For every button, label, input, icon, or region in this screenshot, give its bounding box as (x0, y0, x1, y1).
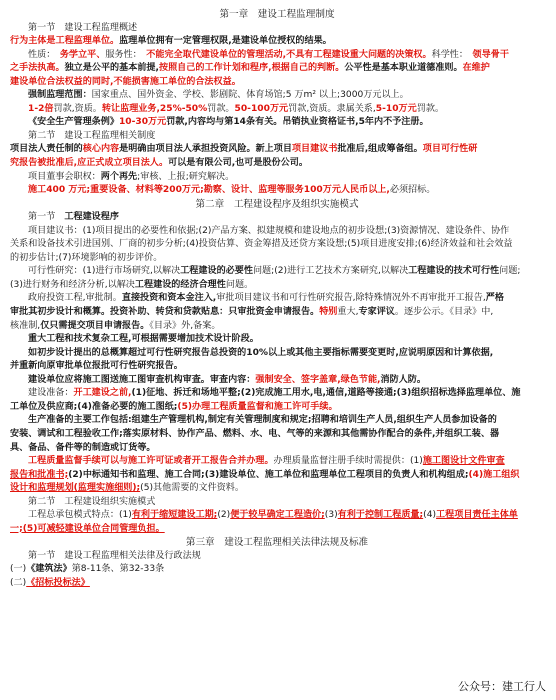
text-run: 强制监理范围： (28, 90, 92, 101)
text-run: 可行性研究：(1)进行市场研究,以解决 (28, 266, 181, 277)
text-run: 工程建设程序 (64, 212, 119, 223)
text-run: 问题; (499, 266, 521, 277)
text-run: 施工400 万元;重要设备、材料等200万元;勘察、设计、监理等服务100万元人民币以上, (28, 185, 390, 196)
text-line (10, 374, 544, 388)
text-line (10, 414, 544, 428)
text-run: 公平性是基本职业道德准则。 (344, 63, 463, 74)
text-run: 1-2倍 (28, 103, 54, 114)
text-run: 核准制, (10, 320, 41, 331)
text-run: 第一章 建设工程监理制度 (219, 9, 335, 20)
text-line (10, 62, 544, 76)
text-run: 第二节 工程建设组织实施模式 (28, 496, 156, 507)
text-run: 项目建议书：(1)项目提出的必要性和依据;(2)产品方案、拟建规模和建设地点的初步设想;(3)资源情况、建设条件、协作 (28, 225, 510, 236)
text-line (10, 157, 544, 171)
text-run: 《建筑法》 (26, 564, 72, 575)
text-line (10, 523, 544, 537)
text-run: 项目董事会职权： (28, 171, 101, 182)
text-line (10, 279, 544, 293)
text-run: 不能完全取代建设单位的管理活动,不具有工程建设重大问题的决策权。 (146, 49, 432, 60)
text-run: 第二节 建设工程监理相关制度 (28, 130, 156, 141)
text-run: 《目录》外,备案。 (149, 320, 221, 331)
text-run: 项目法人责任制的 (10, 144, 83, 155)
text-run: 项目可行性研 (422, 144, 478, 155)
text-run: 问题。 (225, 279, 254, 290)
text-line (10, 360, 544, 374)
text-run: 核心内容 (82, 144, 120, 155)
text-run: (5)办理工程质量监督和施工许可手续。 (177, 401, 338, 412)
text-run: 第一节 建设工程监理概述 (28, 22, 138, 33)
text-run: (3)进行财务和经济分析,以解决 (10, 279, 135, 290)
text-line (10, 401, 544, 415)
text-run: 重大, (337, 307, 359, 318)
text-run: 有利于控制工程质量; (337, 510, 424, 521)
text-line (10, 550, 544, 564)
text-run: 建设单位合法权益的同时,不能损害施工单位的合法权益。 (10, 76, 241, 87)
text-run: 工程建设的经济合理性 (134, 279, 226, 290)
text-run: 监理单位拥有一定管理权限,是建设单位授权的结果。 (119, 36, 332, 47)
text-run: 便于较早确定工程造价; (230, 510, 325, 521)
text-line (10, 103, 544, 117)
text-line (10, 76, 544, 90)
text-run: 审批项目建议书和可行性研究报告,除特殊情况外不再审批开工报告, (216, 293, 486, 304)
watermark-footer: 公众号：建工行人 (458, 680, 546, 693)
text-run: 务学立平、 (59, 49, 106, 60)
text-run: 特别 (319, 307, 338, 318)
text-run: 工单位及供应商;(4)准备必要的施工图纸; (10, 401, 178, 412)
text-line (10, 509, 544, 523)
text-run: 独立是公平的基本前提, (64, 63, 159, 74)
text-run: 报告和批准书; (10, 469, 69, 480)
text-run: 安装、调试和工程验收工作;落实原材料、协作产品、燃料、水、电、气等的来源和其他需协作配合的条件,并组织工装、器 (10, 428, 500, 439)
text-line (10, 49, 544, 63)
text-run: 在维护 (462, 63, 490, 74)
text-run: 设计和监理规划(监理实施细则); (10, 483, 141, 494)
text-line (10, 130, 544, 144)
text-run: 罚款,资质。 (53, 103, 102, 114)
text-run: 领导骨干 (472, 49, 509, 60)
text-line (10, 265, 544, 279)
text-line (10, 442, 544, 456)
text-run: 建设单位 (28, 374, 65, 385)
text-line (10, 387, 544, 401)
text-run: 仅只需提交项目申请报告。 (40, 320, 150, 331)
text-line (10, 89, 544, 103)
text-run: 行为主体是工程监理单位。 (10, 36, 120, 47)
text-line (10, 563, 544, 577)
text-run: ;审核、上报;研究解决。 (137, 171, 235, 182)
text-run: 《招标投标法》 (26, 577, 90, 588)
text-run: 的初步估计;(7)环境影响的初步评价。 (10, 252, 163, 263)
text-run: 办理质量监督注册手续时需提供：(1) (273, 456, 423, 467)
text-run: 罚款。 (207, 103, 235, 114)
text-run: 罚款。 (416, 103, 445, 114)
text-line (10, 577, 544, 591)
text-run: 工程总承包模式特点：(1) (28, 510, 132, 521)
text-run: 具、备品、备件等的制造或订货等。 (10, 442, 156, 453)
text-run: (4) (423, 510, 437, 521)
text-run: 罚款,资质。隶属关系, (288, 103, 376, 114)
text-run: 第一节 (28, 212, 65, 223)
text-run: 应将施工图送施工图审查机构审查。审查内容： (64, 374, 256, 385)
text-line (10, 428, 544, 442)
text-run: 严格 (485, 293, 504, 304)
text-run: 科学性： (431, 49, 473, 60)
text-line (10, 171, 544, 185)
text-line (10, 320, 544, 334)
text-run: 消防人防。 (380, 374, 426, 385)
text-run: 有利于缩短建设工期; (131, 510, 218, 521)
text-run: 性质： (28, 49, 60, 60)
text-line (10, 211, 544, 225)
text-run: 两个再先 (100, 171, 138, 182)
text-run: 关系和设备技术引进国别、厂商的初步分析;(4)投资估算、资金筹措及还贷方案设想;(5)项目进度安排;(6)经济效益和社会效益 (10, 239, 513, 250)
text-run: 是明确由项目法人承担投资风险。新上项目 (119, 144, 292, 155)
text-line (10, 333, 544, 347)
text-run: 必须招标。 (389, 185, 436, 196)
text-line (10, 496, 544, 510)
text-run: 50-100万元 (234, 103, 289, 114)
text-run: 并重新向原审批单位报批可行性研究报告。 (10, 361, 183, 372)
text-line (10, 455, 544, 469)
text-run: (二) (10, 577, 27, 588)
text-run: 5-10万元 (375, 103, 417, 114)
text-run: (4)施工组织 (468, 469, 520, 480)
text-line (10, 184, 544, 198)
text-run: 10-30万元 (118, 117, 167, 128)
text-run: (1)征地、拆迁和场地平整;(2)完成施工用水,电,通信,道路等接通;(3)组织招标选择 (131, 388, 466, 399)
text-run: (一) (10, 564, 27, 575)
text-run: 国家重点、国外资金、学校、影剧院、体育场馆;5 万m² 以上;3000万元以上。 (91, 90, 409, 101)
text-run: 如初步设计提出的总概算超过可行性研究报告总投资的10%以上或其他主要指标需要变更时,应说明原因和计算依据, (28, 347, 494, 358)
text-run: (3) (324, 510, 338, 521)
text-run: 重大工程和技术复杂工程,可根据需要增加技术设计阶段。 (28, 334, 259, 345)
text-run: 审批其初步设计和概算。投资补助、转贷和贷款贴息：只审批资金申请报告。 (10, 307, 320, 318)
text-run: 施工图设计文件审查 (422, 456, 505, 467)
text-line (10, 536, 544, 550)
text-line (10, 8, 544, 22)
text-line (10, 292, 544, 306)
text-run: 第8-11条、第32-33条 (71, 564, 165, 575)
text-run: 工程建设的必要性 (180, 266, 253, 277)
text-run: 问题;(2)进行工艺技术方案研究,以解决 (252, 266, 409, 277)
text-run: 之手法执高。 (10, 63, 65, 74)
text-run: 批准后,组成筹备组。 (337, 144, 423, 155)
text-run: (5)其他需要的文件资料。 (140, 483, 244, 494)
text-line (10, 22, 544, 36)
text-run: 。逐步公示。《目录》中, (394, 307, 494, 318)
text-run: 工程项目责任主体单 (436, 510, 518, 521)
text-run: 建设准备： (28, 388, 74, 399)
text-run: 转让监理业务,25%-50% (101, 103, 208, 114)
document-body (10, 8, 544, 591)
text-line (10, 482, 544, 496)
text-line (10, 238, 544, 252)
text-run: 生产准备的主要工作包括:组建生产管理机构,制定有关管理制度和规定;招聘和培训生产人员,组织生产人员参加设备的 (28, 415, 497, 426)
text-line (10, 116, 544, 130)
text-run: 第二章 工程建设程序及组织实施模式 (195, 198, 359, 210)
text-run: 服务性： (105, 49, 147, 60)
text-run: 项目建议书 (291, 144, 338, 155)
text-line (10, 306, 544, 320)
text-line (10, 35, 544, 49)
text-line (10, 143, 544, 157)
text-line (10, 252, 544, 266)
text-run: 究报告被批准后,应正式成立项目法人。 (10, 158, 169, 169)
text-run: 专家评议 (358, 307, 395, 318)
text-run: 一;(5)可减轻建设单位合同管理负担。 (10, 523, 165, 534)
text-run: (2)中标通知书和监理、施工合同;(3)建设单位、施工单位和监理单位工程项目的负责人和机构组成; (68, 469, 469, 480)
text-run: 强制安全、签字盖章,绿色节能, (255, 374, 381, 385)
text-line (10, 347, 544, 361)
text-run: 直接投资和资本金注入, (121, 293, 217, 304)
text-run: 工程质量监督手续可以与施工许可证或者开工报告合并办理。 (28, 456, 274, 467)
text-run: 监理单位、施 (465, 388, 521, 399)
text-run: 工程建设的技术可行性 (408, 266, 500, 277)
text-run: (2) (217, 510, 231, 521)
text-run: 政府投资工程,审批制。 (28, 293, 122, 304)
text-run: 按照自己的工作计划和程序,根据自己的判断。 (158, 63, 345, 74)
text-run: 第一节 建设工程监理相关法律及行政法规 (28, 550, 201, 561)
text-run: 第三章 建设工程监理相关法律法规及标准 (185, 537, 369, 549)
text-run: 罚款,内容均与第14条有关。吊销执业资格证书,5年内不予注册。 (166, 117, 429, 128)
text-line (10, 225, 544, 239)
text-line (10, 469, 544, 483)
text-run: 《安全生产管理条例》 (28, 117, 119, 128)
text-run: 开工建设之前, (73, 388, 132, 399)
text-run: 可以是有限公司,也可是股份公司。 (168, 158, 308, 169)
text-line (10, 198, 544, 212)
